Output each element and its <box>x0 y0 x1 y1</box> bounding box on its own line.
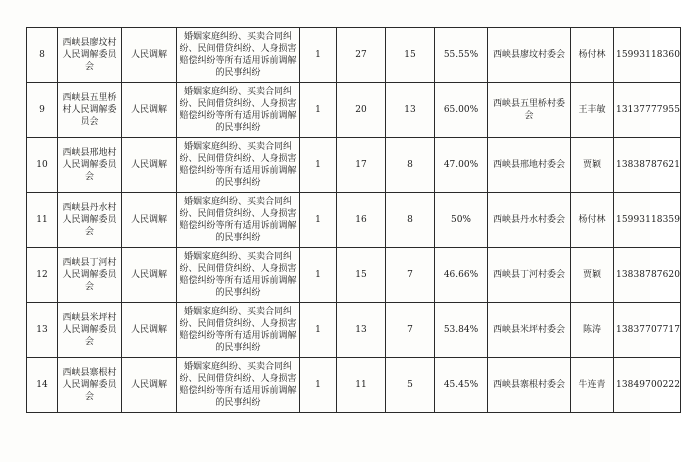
host-unit-cell: 西峡县丹水村委会 <box>488 193 571 248</box>
cases-received-cell: 27 <box>337 28 386 83</box>
success-rate-cell: 53.84% <box>435 303 488 358</box>
table-row <box>27 358 681 413</box>
committee-name-cell: 西峡县丁河村人民调解委员会 <box>58 248 122 303</box>
mediator-count-cell: 1 <box>300 28 337 83</box>
mediation-type-cell: 人民调解 <box>122 83 177 138</box>
mediator-count-cell: 1 <box>300 138 337 193</box>
contact-person-cell: 贾颖 <box>571 138 614 193</box>
row-index-cell: 10 <box>27 138 58 193</box>
host-unit-cell: 西峡县五里桥村委会 <box>488 83 571 138</box>
success-rate-cell: 65.00% <box>435 83 488 138</box>
dispute-scope-cell: 婚姻家庭纠纷、买卖合同纠纷、民间借贷纠纷、人身损害赔偿纠纷等所有适用诉前调解的民事纠纷 <box>177 303 300 358</box>
dispute-scope-cell: 婚姻家庭纠纷、买卖合同纠纷、民间借贷纠纷、人身损害赔偿纠纷等所有适用诉前调解的民事纠纷 <box>177 248 300 303</box>
cases-resolved-cell: 13 <box>386 83 435 138</box>
host-unit-cell: 西峡县丁河村委会 <box>488 248 571 303</box>
mediation-type-cell: 人民调解 <box>122 138 177 193</box>
mediation-type-cell: 人民调解 <box>122 358 177 413</box>
committee-name-cell: 西峡县五里桥村人民调解委员会 <box>58 83 122 138</box>
table-body <box>27 28 681 413</box>
committee-name-cell: 西峡县廖坟村人民调解委员会 <box>58 28 122 83</box>
cases-received-cell: 16 <box>337 193 386 248</box>
host-unit-cell: 西峡县廖坟村委会 <box>488 28 571 83</box>
cases-resolved-cell: 7 <box>386 303 435 358</box>
cases-received-cell: 17 <box>337 138 386 193</box>
contact-phone-cell: 15993118360 <box>614 28 681 83</box>
host-unit-cell: 西峡县米坪村委会 <box>488 303 571 358</box>
contact-phone-cell: 13849700222 <box>614 358 681 413</box>
contact-phone-cell: 13838787620 <box>614 248 681 303</box>
cases-received-cell: 15 <box>337 248 386 303</box>
committee-name-cell: 西峡县丹水村人民调解委员会 <box>58 193 122 248</box>
mediator-count-cell: 1 <box>300 193 337 248</box>
row-index-cell: 8 <box>27 28 58 83</box>
committee-name-cell: 西峡县寨根村人民调解委员会 <box>58 358 122 413</box>
contact-phone-cell: 15993118359 <box>614 193 681 248</box>
cases-received-cell: 13 <box>337 303 386 358</box>
dispute-scope-cell: 婚姻家庭纠纷、买卖合同纠纷、民间借贷纠纷、人身损害赔偿纠纷等所有适用诉前调解的民事纠纷 <box>177 358 300 413</box>
row-index-cell: 12 <box>27 248 58 303</box>
contact-person-cell: 牛连青 <box>571 358 614 413</box>
row-index-cell: 11 <box>27 193 58 248</box>
success-rate-cell: 47.00% <box>435 138 488 193</box>
committee-name-cell: 西峡县米坪村人民调解委员会 <box>58 303 122 358</box>
mediation-type-cell: 人民调解 <box>122 303 177 358</box>
row-index-cell: 13 <box>27 303 58 358</box>
cases-received-cell: 11 <box>337 358 386 413</box>
contact-person-cell: 杨付林 <box>571 28 614 83</box>
mediation-type-cell: 人民调解 <box>122 193 177 248</box>
contact-person-cell: 贾颖 <box>571 248 614 303</box>
mediator-count-cell: 1 <box>300 83 337 138</box>
success-rate-cell: 45.45% <box>435 358 488 413</box>
contact-phone-cell: 13837707717 <box>614 303 681 358</box>
mediation-type-cell: 人民调解 <box>122 28 177 83</box>
success-rate-cell: 46.66% <box>435 248 488 303</box>
mediation-committee-table <box>26 27 681 413</box>
row-index-cell: 9 <box>27 83 58 138</box>
contact-person-cell: 杨付林 <box>571 193 614 248</box>
cases-resolved-cell: 5 <box>386 358 435 413</box>
host-unit-cell: 西峡县邢地村委会 <box>488 138 571 193</box>
dispute-scope-cell: 婚姻家庭纠纷、买卖合同纠纷、民间借贷纠纷、人身损害赔偿纠纷等所有适用诉前调解的民事纠纷 <box>177 138 300 193</box>
cases-resolved-cell: 7 <box>386 248 435 303</box>
dispute-scope-cell: 婚姻家庭纠纷、买卖合同纠纷、民间借贷纠纷、人身损害赔偿纠纷等所有适用诉前调解的民事纠纷 <box>177 193 300 248</box>
table-row <box>27 28 681 83</box>
dispute-scope-cell: 婚姻家庭纠纷、买卖合同纠纷、民间借贷纠纷、人身损害赔偿纠纷等所有适用诉前调解的民事纠纷 <box>177 28 300 83</box>
contact-person-cell: 陈涛 <box>571 303 614 358</box>
cases-received-cell: 20 <box>337 83 386 138</box>
table-row <box>27 193 681 248</box>
mediator-count-cell: 1 <box>300 248 337 303</box>
mediator-count-cell: 1 <box>300 303 337 358</box>
dispute-scope-cell: 婚姻家庭纠纷、买卖合同纠纷、民间借贷纠纷、人身损害赔偿纠纷等所有适用诉前调解的民事纠纷 <box>177 83 300 138</box>
success-rate-cell: 55.55% <box>435 28 488 83</box>
contact-person-cell: 王丰敏 <box>571 83 614 138</box>
contact-phone-cell: 13137777955 <box>614 83 681 138</box>
contact-phone-cell: 13838787621 <box>614 138 681 193</box>
mediation-type-cell: 人民调解 <box>122 248 177 303</box>
table-row <box>27 248 681 303</box>
row-index-cell: 14 <box>27 358 58 413</box>
table-row <box>27 83 681 138</box>
table-row <box>27 303 681 358</box>
table-row <box>27 138 681 193</box>
host-unit-cell: 西峡县寨根村委会 <box>488 358 571 413</box>
success-rate-cell: 50% <box>435 193 488 248</box>
cases-resolved-cell: 8 <box>386 138 435 193</box>
cases-resolved-cell: 8 <box>386 193 435 248</box>
committee-name-cell: 西峡县邢地村人民调解委员会 <box>58 138 122 193</box>
cases-resolved-cell: 15 <box>386 28 435 83</box>
mediator-count-cell: 1 <box>300 358 337 413</box>
